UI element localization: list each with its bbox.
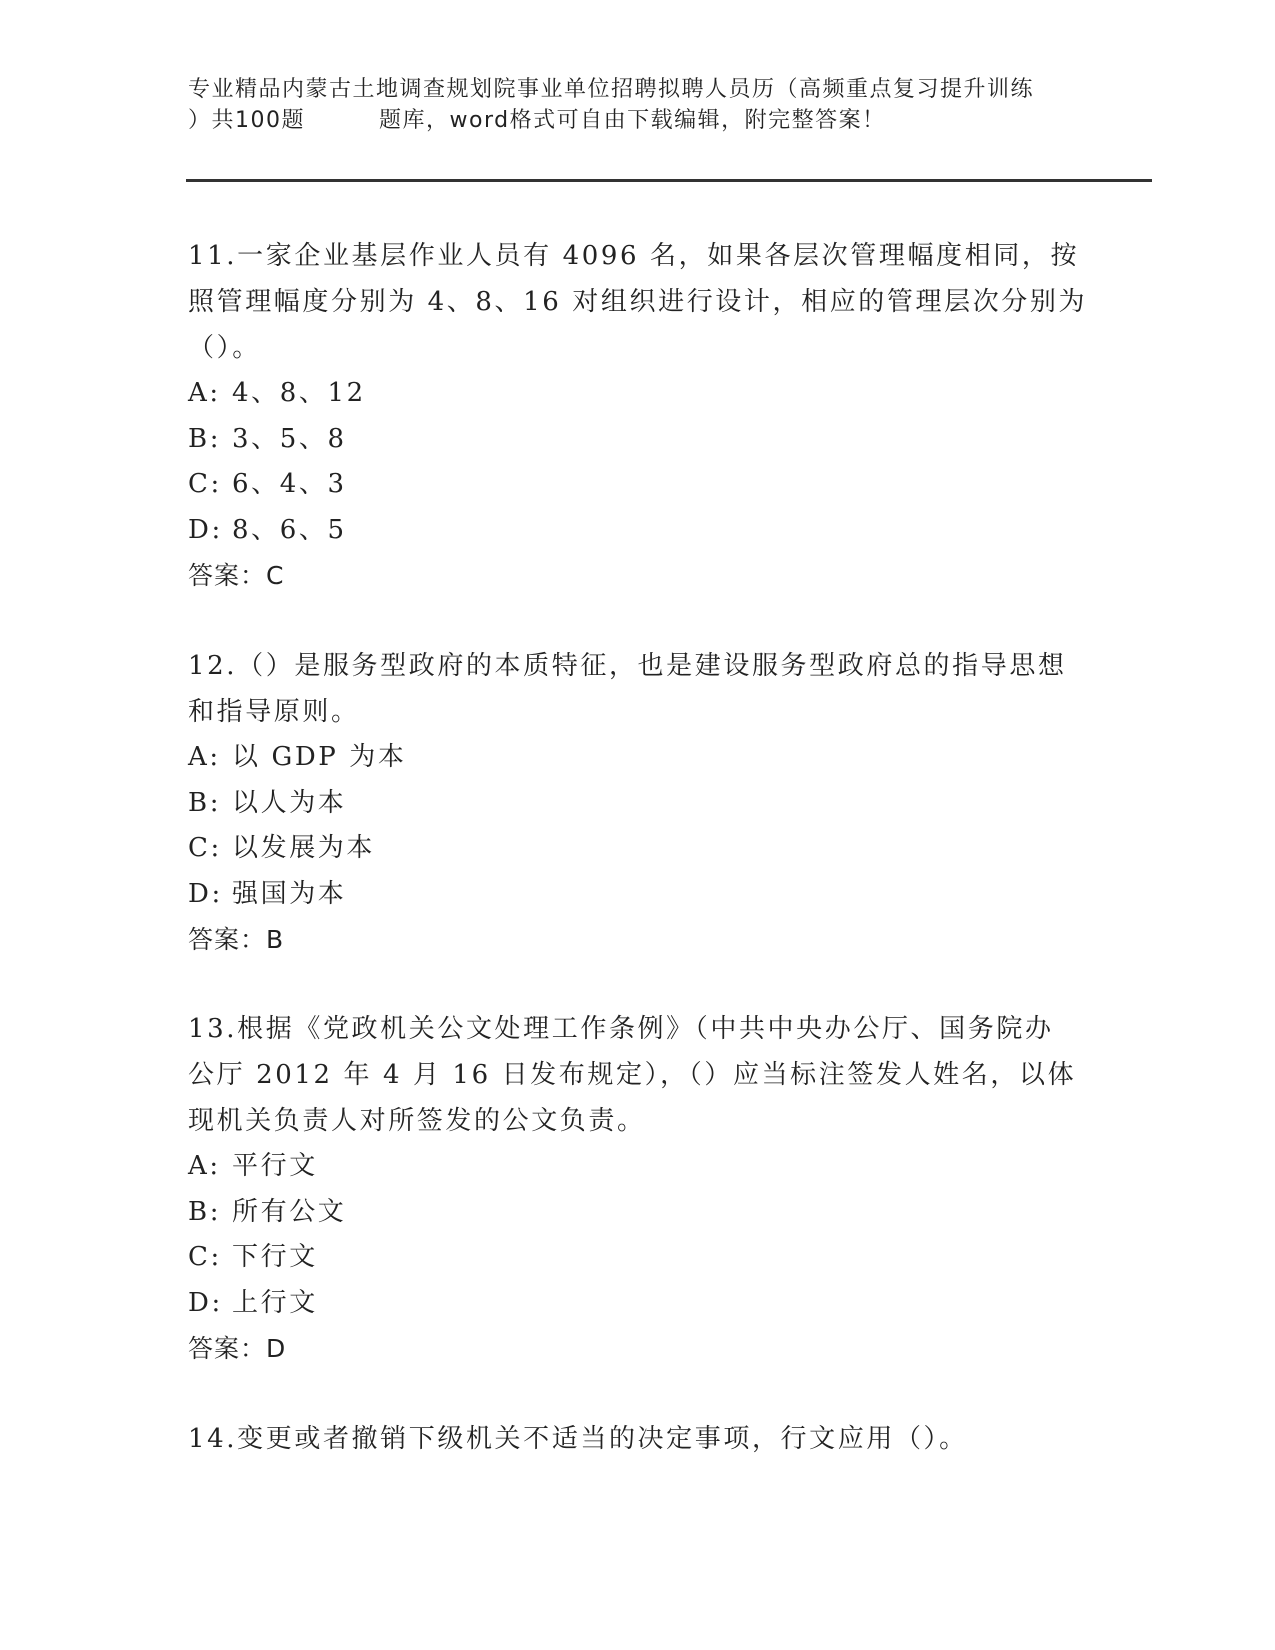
question-stem-line: 12.（）是服务型政府的本质特征，也是建设服务型政府总的指导思想 bbox=[188, 651, 1067, 681]
option-text: 以人为本 bbox=[232, 787, 347, 818]
option-key: D: bbox=[188, 514, 223, 545]
question-14 bbox=[188, 1416, 1088, 1462]
option-key: C: bbox=[188, 833, 222, 863]
option-b bbox=[188, 781, 1088, 827]
option-d bbox=[188, 508, 1088, 554]
question-12 bbox=[188, 643, 1088, 963]
option-text: 3、5、8 bbox=[232, 423, 347, 454]
option-text: 4、8、12 bbox=[232, 378, 366, 408]
question-stem-line: 14.变更或者撤销下级机关不适当的决定事项，行文应用（）。 bbox=[188, 1424, 968, 1454]
option-text: 上行文 bbox=[232, 1287, 318, 1318]
option-d bbox=[188, 1281, 1088, 1327]
question-stem-line: 现机关负责人对所签发的公文负责。 bbox=[188, 1106, 646, 1136]
question-stem-line: 公厅 2012 年 4 月 16 日发布规定），（）应当标注签发人姓名，以体 bbox=[188, 1060, 1077, 1090]
option-c bbox=[188, 462, 1088, 508]
option-c bbox=[188, 1235, 1088, 1281]
option-text: 下行文 bbox=[232, 1242, 318, 1272]
option-key: C: bbox=[188, 1242, 222, 1272]
header-line-2 bbox=[188, 105, 1088, 136]
question-11 bbox=[188, 233, 1088, 599]
option-text: 以发展为本 bbox=[232, 833, 376, 863]
option-key: D: bbox=[188, 878, 223, 909]
document-header bbox=[188, 74, 1088, 136]
option-key: A: bbox=[188, 378, 221, 408]
header-line-1: 专业精品内蒙古土地调查规划院事业单位招聘拟聘人员历（高频重点复习提升训练 bbox=[188, 77, 1035, 102]
header-rule bbox=[186, 179, 1152, 182]
option-a bbox=[188, 735, 1088, 781]
option-text: 平行文 bbox=[232, 1151, 318, 1181]
question-stem-line: 11.一家企业基层作业人员有 4096 名，如果各层次管理幅度相同，按 bbox=[188, 241, 1080, 271]
option-key: D: bbox=[188, 1287, 223, 1318]
option-text: 强国为本 bbox=[232, 878, 347, 909]
answer: 答案：D bbox=[188, 1334, 287, 1363]
option-key: A: bbox=[188, 742, 221, 772]
answer: 答案：C bbox=[188, 561, 285, 590]
question-stem-line: 13.根据《党政机关公文处理工作条例》（中共中央办公厅、国务院办 bbox=[188, 1014, 1054, 1044]
option-text: 以 GDP 为本 bbox=[232, 742, 407, 772]
question-13 bbox=[188, 1006, 1088, 1372]
option-text: 所有公文 bbox=[232, 1196, 347, 1227]
option-key: A: bbox=[188, 1151, 221, 1181]
option-key: B: bbox=[188, 787, 222, 818]
header-line-2-left: ）共100题 bbox=[188, 108, 305, 133]
option-b bbox=[188, 1190, 1088, 1236]
option-key: B: bbox=[188, 423, 222, 454]
option-a bbox=[188, 371, 1088, 417]
question-stem-line: 和指导原则。 bbox=[188, 697, 360, 727]
option-a bbox=[188, 1144, 1088, 1190]
option-key: B: bbox=[188, 1196, 222, 1227]
option-d bbox=[188, 872, 1088, 918]
option-b bbox=[188, 417, 1088, 463]
answer: 答案：B bbox=[188, 925, 285, 954]
question-stem-line: 照管理幅度分别为 4、8、16 对组织进行设计，相应的管理层次分别为 bbox=[188, 287, 1088, 317]
option-text: 6、4、3 bbox=[232, 469, 347, 499]
question-stem-line: （）。 bbox=[188, 333, 261, 363]
header-line-2-right: 题库，word格式可自由下载编辑，附完整答案！ bbox=[379, 108, 886, 133]
option-key: C: bbox=[188, 469, 222, 499]
option-c bbox=[188, 826, 1088, 872]
option-text: 8、6、5 bbox=[232, 514, 347, 545]
